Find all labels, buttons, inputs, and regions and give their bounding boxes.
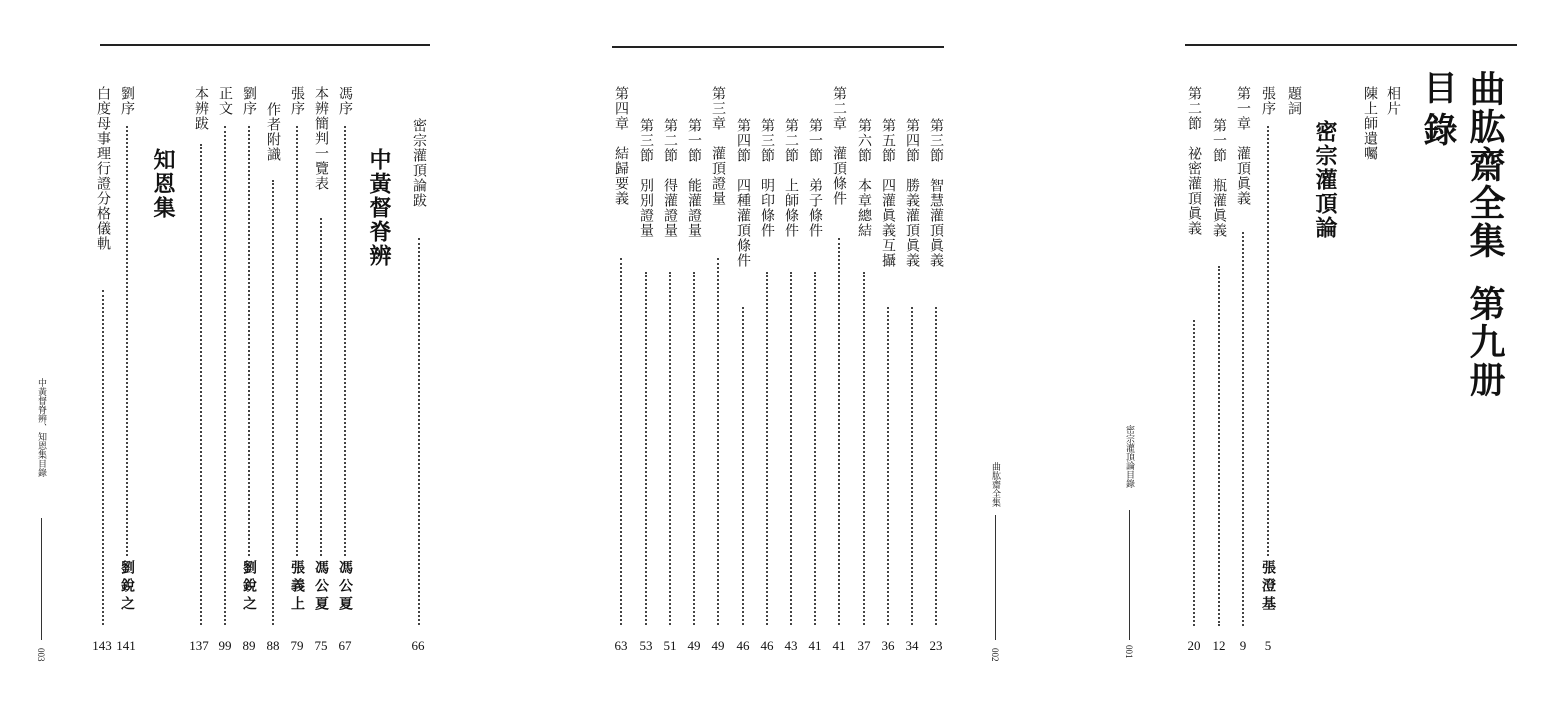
page-002 <box>580 0 1080 706</box>
leader-dots <box>344 126 346 556</box>
leader-dots <box>248 126 250 556</box>
toc-entry: 本辨簡判一覽表 <box>313 86 329 191</box>
toc-entry: 第三節 別別證量 <box>638 118 654 238</box>
top-rule <box>1185 44 1517 46</box>
toc-entry: 第四章 結歸要義 <box>613 86 629 206</box>
toc-page-number: 89 <box>242 638 256 653</box>
toc-page-number: 5 <box>1264 638 1272 653</box>
leader-dots <box>766 272 768 625</box>
leader-dots <box>620 258 622 625</box>
toc-page-number: 137 <box>189 638 209 653</box>
leader-dots <box>296 126 298 556</box>
toc-entry: 張序 <box>289 86 305 116</box>
margin-title: 曲肱齋全集 <box>990 462 1000 507</box>
leader-dots <box>935 307 937 625</box>
toc-entry: 第一節 能灌證量 <box>686 118 702 238</box>
toc-page-number: 34 <box>905 638 919 653</box>
toc-page-number: 88 <box>266 638 280 653</box>
toc-entry: 第二節 得灌證量 <box>662 118 678 238</box>
section-heading: 知恩集 <box>150 148 176 220</box>
toc-entry: 第三章 灌頂證量 <box>710 86 726 206</box>
leader-dots <box>102 290 104 625</box>
margin-title: 密宗灌頂論目錄 <box>1124 425 1134 488</box>
toc-page-number: 75 <box>314 638 328 653</box>
toc-author: 馮公夏 <box>337 560 353 614</box>
section-title: 密宗灌頂論 <box>1312 120 1338 240</box>
toc-entry: 第一節 弟子條件 <box>807 118 823 238</box>
toc-entry: 馮序 <box>337 86 353 116</box>
margin-rule <box>995 515 996 640</box>
toc-entry: 第五節 四灌眞義互攝 <box>880 118 896 268</box>
toc-page-number: 99 <box>218 638 232 653</box>
toc-entry: 題詞 <box>1286 86 1302 116</box>
page-label: 001 <box>1124 645 1134 659</box>
leader-dots <box>887 307 889 625</box>
toc-entry: 第二節 上師條件 <box>783 118 799 238</box>
leader-dots <box>126 126 128 556</box>
toc-page-number: 67 <box>338 638 352 653</box>
toc-entry: 第二章 灌頂條件 <box>831 86 847 206</box>
toc-page-number: 12 <box>1212 638 1226 653</box>
leader-dots <box>669 272 671 625</box>
toc-page-number: 143 <box>92 638 112 653</box>
toc-entry: 密宗灌頂論跋 <box>411 118 427 208</box>
leader-dots <box>1218 266 1220 626</box>
toc-page-number: 141 <box>116 638 136 653</box>
leader-dots <box>224 126 226 625</box>
toc-author: 劉銳之 <box>241 560 257 614</box>
toc-page-number: 66 <box>411 638 425 653</box>
toc-author: 馮公夏 <box>313 560 329 614</box>
toc-entry: 正文 <box>217 86 233 116</box>
toc-page-number: 63 <box>614 638 628 653</box>
toc-page-number: 41 <box>808 638 822 653</box>
toc-entry: 第四節 四種灌頂條件 <box>735 118 751 268</box>
margin-rule <box>41 518 42 640</box>
toc-page-number: 23 <box>929 638 943 653</box>
leader-dots <box>693 272 695 625</box>
leader-dots <box>418 238 420 625</box>
page-label: 002 <box>990 648 1000 662</box>
volume-title: 第九册 <box>1464 285 1506 399</box>
leader-dots <box>320 218 322 556</box>
margin-rule <box>1129 510 1130 640</box>
toc-page-number: 53 <box>639 638 653 653</box>
toc-entry: 劉序 <box>241 86 257 116</box>
margin-title: 中黃督脊辨、知恩集目錄 <box>36 378 46 477</box>
page-label: 003 <box>36 648 46 662</box>
page-001 <box>1100 0 1551 706</box>
toc-page-number: 46 <box>736 638 750 653</box>
toc-page-number: 36 <box>881 638 895 653</box>
toc-entry: 張序 <box>1260 86 1276 116</box>
section-heading: 中黃督脊辨 <box>366 148 392 268</box>
toc-author: 張義上 <box>289 560 305 614</box>
toc-page-number: 43 <box>784 638 798 653</box>
front-item-photo: 相片 <box>1385 86 1401 116</box>
toc-entry: 劉序 <box>119 86 135 116</box>
leader-dots <box>863 272 865 625</box>
toc-entry: 白度母事理行證分格儀軌 <box>95 86 111 251</box>
leader-dots <box>911 307 913 625</box>
toc-author: 劉銳之 <box>119 560 135 614</box>
leader-dots <box>200 144 202 625</box>
toc-entry: 第三節 明印條件 <box>759 118 775 238</box>
toc-author: 張澄基 <box>1260 560 1276 614</box>
toc-entry: 第四節 勝義灌頂眞義 <box>904 118 920 268</box>
toc-page-number: 79 <box>290 638 304 653</box>
toc-page-number: 20 <box>1187 638 1201 653</box>
main-title: 曲肱齋全集 <box>1464 70 1506 260</box>
toc-entry: 第六節 本章總結 <box>856 118 872 238</box>
leader-dots <box>1267 126 1269 556</box>
leader-dots <box>790 272 792 625</box>
top-rule <box>100 44 430 46</box>
toc-entry: 作者附識 <box>265 102 281 162</box>
leader-dots <box>272 180 274 625</box>
leader-dots <box>814 272 816 625</box>
toc-page-number: 46 <box>760 638 774 653</box>
contents-heading: 目錄 <box>1417 70 1457 154</box>
toc-page-number: 51 <box>663 638 677 653</box>
toc-page-number: 49 <box>711 638 725 653</box>
leader-dots <box>742 307 744 625</box>
toc-page-number: 49 <box>687 638 701 653</box>
toc-entry: 第一節 瓶灌眞義 <box>1211 118 1227 238</box>
toc-entry: 第二節 祕密灌頂眞義 <box>1186 86 1202 236</box>
leader-dots <box>1193 320 1195 626</box>
toc-entry: 第一章 灌頂眞義 <box>1235 86 1251 206</box>
toc-page-number: 41 <box>832 638 846 653</box>
leader-dots <box>717 258 719 625</box>
leader-dots <box>1242 232 1244 626</box>
front-item-testament: 陳上師遺囑 <box>1362 86 1378 161</box>
page-003 <box>0 0 580 706</box>
toc-page-number: 37 <box>857 638 871 653</box>
toc-page-number: 9 <box>1239 638 1247 653</box>
toc-entry: 本辨跋 <box>193 86 209 131</box>
toc-entry: 第三節 智慧灌頂眞義 <box>928 118 944 268</box>
top-rule <box>612 46 944 48</box>
leader-dots <box>838 238 840 625</box>
leader-dots <box>645 272 647 625</box>
